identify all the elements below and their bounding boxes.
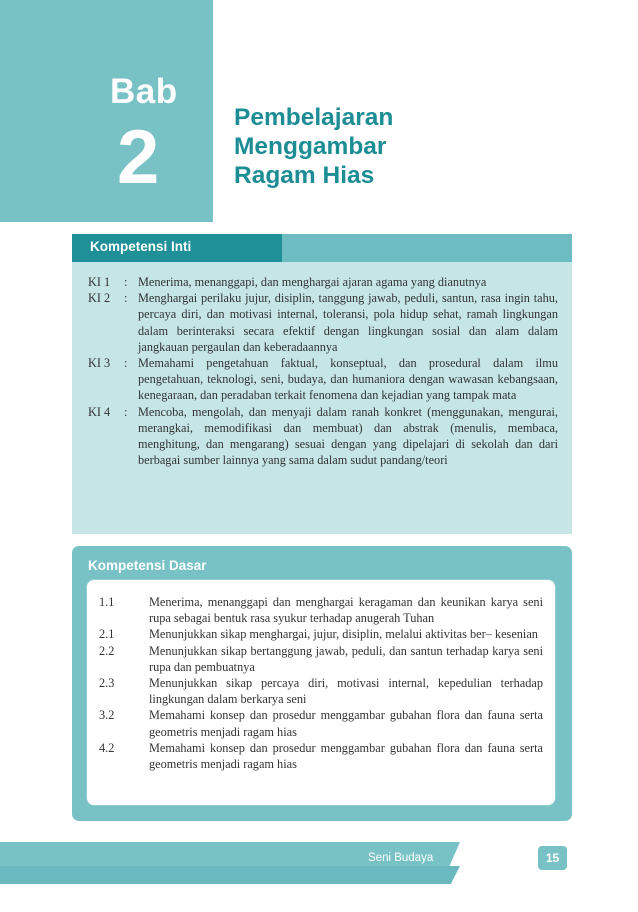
- kompetensi-dasar-panel: [72, 546, 572, 821]
- kd-item: [99, 707, 543, 739]
- chapter-title: [234, 103, 594, 190]
- kd-item: [99, 594, 543, 626]
- ki-text: Menerima, menanggapi, dan menghargai ajaran agama yang dianutnya: [138, 275, 487, 289]
- kd-item: [99, 626, 543, 642]
- ki-colon: :: [124, 404, 128, 419]
- kd-item: [99, 643, 543, 675]
- kd-item: [99, 740, 543, 772]
- kompetensi-inti-list: [88, 274, 558, 468]
- kd-text: Menunjukkan sikap menghargai, jujur, disiplin, melalui aktivitas ber– kesenian: [149, 627, 538, 642]
- kd-code: 4.2: [99, 740, 115, 755]
- ki-item: [88, 404, 558, 469]
- kd-code: 2.2: [99, 643, 115, 658]
- chapter-title-line: Ragam Hias: [234, 162, 375, 189]
- kd-code: 2.1: [99, 627, 115, 642]
- ki-code: KI 3: [88, 356, 111, 371]
- kd-code: 3.2: [99, 708, 115, 723]
- ki-text: Mencoba, mengolah, dan menyaji dalam ranah konkret (menggunakan, mengurai, merangkai, memodifikasi dan membuat) dan abstrak (menulis, membaca, menghitung, dan mengarang) sesuai dengan yang dipelajari di sekolah dan dari berbagai sumber lainnya yang sama dalam sudut pandang/teori: [138, 404, 558, 468]
- footer-book-title: Seni Budaya: [368, 852, 434, 864]
- kompetensi-inti-heading: Kompetensi Inti: [90, 239, 192, 254]
- kompetensi-dasar-card: [86, 579, 556, 806]
- ki-code: KI 2: [88, 291, 111, 306]
- kd-code: 2.3: [99, 676, 115, 691]
- kd-text: Menerima, menanggapi dan menghargai keragaman dan keunikan karya seni rupa sebagai bentuk rasa syukur terhadap anugerah Tuhan: [149, 595, 543, 626]
- ki-code: KI 1: [88, 275, 111, 289]
- kompetensi-dasar-list: [99, 594, 543, 772]
- ki-item: [88, 355, 558, 404]
- ki-colon: :: [124, 356, 128, 371]
- chapter-title-line: Pembelajaran: [234, 104, 394, 131]
- chapter-number: 2: [117, 115, 160, 200]
- ki-code: KI 4: [88, 404, 111, 419]
- ki-item: [88, 290, 558, 355]
- chapter-label: Bab: [110, 72, 178, 111]
- ki-colon: :: [124, 291, 128, 306]
- ki-colon: :: [124, 275, 128, 289]
- kompetensi-dasar-heading: Kompetensi Dasar: [88, 558, 207, 573]
- chapter-block: [0, 0, 213, 222]
- chapter-title-line: Menggambar: [234, 133, 387, 160]
- footer-bar-shade: [0, 866, 460, 884]
- ki-text: Memahami pengetahuan faktual, konseptual, dan prosedural dalam ilmu pengetahuan, teknologi, seni, budaya, dan humaniora dengan wawasan kebangsaan, kenegaraan, dan peradaban terkait fenomena dan kejadian yang tampak mata: [138, 356, 558, 403]
- ki-text: Menghargai perilaku jujur, disiplin, tanggung jawab, peduli, santun, rasa ingin tahu, percaya diri, dan motivasi internal, toleransi, pola hidup sehat, ramah lingkungan dalam berinteraksi secara efektif dengan lingkungan sosial dan alam dalam jangkauan pergaulan dan keberadaannya: [138, 291, 558, 354]
- kd-code: 1.1: [99, 595, 115, 609]
- kd-text: Memahami konsep dan prosedur menggambar gubahan flora dan fauna serta geometris menjadi ragam hias: [149, 708, 543, 739]
- kd-text: Memahami konsep dan prosedur menggambar gubahan flora dan fauna serta geometris menjadi ragam hias: [149, 740, 543, 772]
- kd-text: Menunjukkan sikap percaya diri, motivasi internal, kepedulian terhadap lingkungan dalam berkarya seni: [149, 676, 543, 707]
- page-number: 15: [538, 846, 567, 870]
- kompetensi-inti-panel: [72, 234, 572, 534]
- kd-text: Menunjukkan sikap bertanggung jawab, peduli, dan santun terhadap karya seni rupa dan pembuatnya: [149, 643, 543, 674]
- ki-item: [88, 274, 558, 290]
- kd-item: [99, 675, 543, 707]
